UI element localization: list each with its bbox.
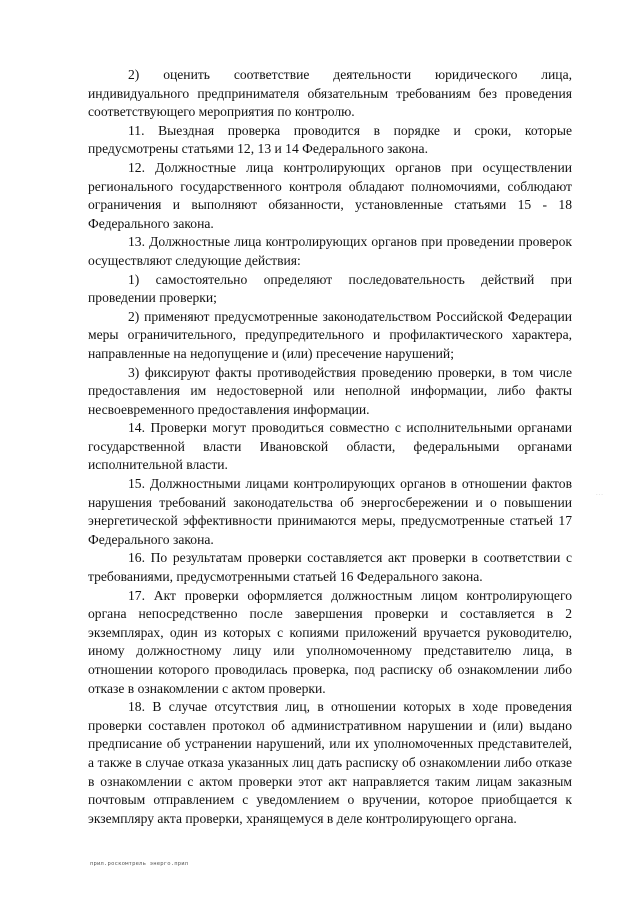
paragraph-15-measures: 15. Должностными лицами контролирующих органов в отношении фактов нарушения требований законодательства об энергосбережении и о повышении энергетической эффективности принимаются меры, предусмотренные статьей 17 Федерального закона. (88, 476, 572, 547)
paragraph-18-act-mailing: 18. В случае отсутствия лиц, в отношении которых в ходе проведения проверки составлен протокол об административном нарушении и (или) выдано предписание об устранении нарушений, или их уполномоченных представителей, а также в случае отказа указанных лиц дать расписку об ознакомлении либо отказе в ознакомлении с актом проверки этот акт направляется таким лицам заказным почтовым отправлением с уведомлением о вручении, которое приобщается к экземпляру акта проверки, хранящемуся в деле контролирующего органа. (88, 699, 572, 826)
footer-file-mark: прил.роскомтрель энерго.прил (90, 861, 189, 867)
paragraph-14-joint-inspections: 14. Проверки могут проводиться совместно с исполнительными органами государственной власти Ивановской области, федеральными органами исполнительной власти. (88, 420, 572, 473)
paragraph-item-2-assess: 2) оценить соответствие деятельности юридического лица, индивидуального предпринимателя обязательным требованиям без проведения соответствующего мероприятия по контролю. (88, 67, 572, 120)
paragraph-12-officials-powers: 12. Должностные лица контролирующих органов при осуществлении регионального государственного контроля обладают полномочиями, соблюдают ограничения и выполняют обязанности, установленные статьями 15 - 18 Федерального закона. (88, 159, 572, 231)
paragraph-13-item-3: 3) фиксируют факты противодействия проведению проверки, в том числе предоставления им недостоверной или неполной информации, либо факты несвоевременного предоставления информации. (88, 364, 572, 417)
paragraph-13-officials-actions: 13. Должностные лица контролирующих органов при проведении проверок осуществляют следующие действия: (88, 234, 572, 268)
paragraph-13-item-2: 2) применяют предусмотренные законодательством Российской Федерации меры ограничительного, предупредительного и профилактического характера, направленные на недопущение и (или) пресечение нарушений; (88, 308, 572, 361)
paragraph-16-inspection-act: 16. По результатам проверки составляется акт проверки в соответствии с требованиями, предусмотренными статьей 16 Федерального закона. (88, 550, 572, 585)
document-page (88, 66, 572, 828)
margin-mark: - - - (596, 492, 603, 497)
paragraph-13-item-1: 1) самостоятельно определяют последовательность действий при проведении проверки; (88, 271, 572, 306)
paragraph-11-onsite-inspection: 11. Выездная проверка проводится в порядке и сроки, которые предусмотрены статьями 12, 13 и 14 Федерального закона. (88, 122, 572, 157)
paragraph-17-act-preparation: 17. Акт проверки оформляется должностным лицом контролирующего органа непосредственно после завершения проверки и составляется в 2 экземплярах, один из которых с копиями приложений вручается руководителю, иному должностному лицу или уполномоченному представителю лица, в отношении которого проводилась проверка, под расписку об ознакомлении либо отказе в ознакомлении с актом проверки. (88, 587, 572, 696)
